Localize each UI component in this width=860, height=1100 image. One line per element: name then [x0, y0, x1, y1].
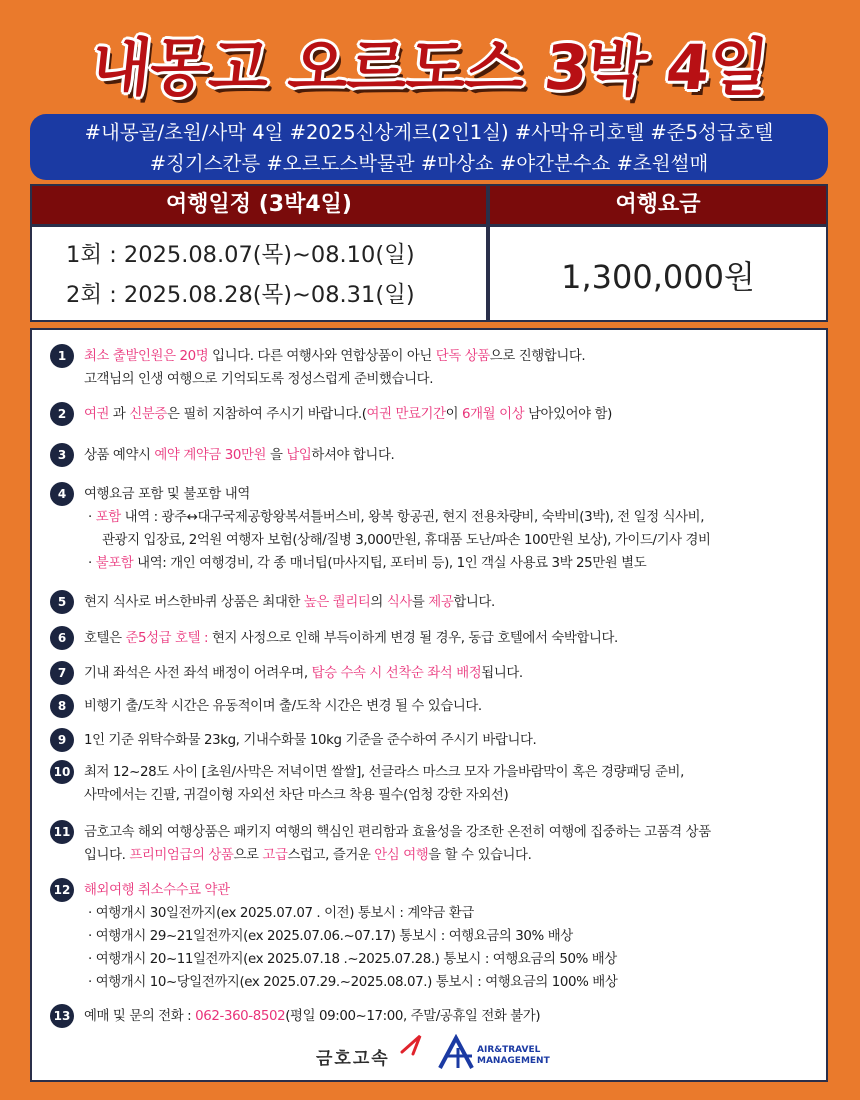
hashtag-banner	[30, 114, 828, 180]
page-title: 내몽고 오르도스 3박 4일	[87, 31, 772, 104]
table-divider	[32, 224, 826, 227]
tour-price: 1,300,000원	[561, 258, 755, 296]
airtravel-line-2: MANAGEMENT	[477, 1056, 550, 1066]
note-text: 상품 예약시	[84, 448, 155, 463]
schedule-dates	[66, 235, 415, 315]
cancellation-rule: · 여행개시 20~11일전까지(ex 2025.07.18 .~2025.07.28.) 통보시 : 여행요금의 50% 배상	[88, 952, 617, 967]
high-quality: 높은 퀄리티	[303, 595, 371, 610]
note-text: 남아있어야 함)	[524, 407, 612, 422]
cancellation-rule: · 여행개시 10~당일전까지(ex 2025.07.29.~2025.08.07.) 통보시 : 여행요금의 100% 배상	[88, 975, 618, 990]
note-text: 내역 : 광주↔대구국제공항왕복셔틀버스비, 왕복 항공권, 현지 전용차량비, 숙박비(3박), 전 일정 식사비,	[120, 510, 705, 525]
cancellation-rule: · 여행개시 30일전까지(ex 2025.07.07 . 이전) 통보시 : 계약금 환급	[88, 906, 474, 921]
notes-panel	[30, 328, 828, 1082]
id-card: 신분증	[129, 407, 167, 422]
note-text: 됩니다.	[481, 666, 523, 681]
note-heading: 여행요금 포함 및 불포함 내역	[84, 487, 250, 502]
note-text: 금호고속 해외 여행상품은 패키지 여행의 핵심인 편리함과 효율성을 강조한 온전히 여행에 집중하는 고품격 상품	[84, 825, 711, 840]
note-number-badge: 13	[50, 1004, 74, 1028]
note-number-badge: 4	[50, 482, 74, 506]
note-number-badge: 1	[50, 344, 74, 368]
schedule-header: 여행일정 (3박4일)	[32, 186, 486, 224]
note-text: 최저 12~28도 사이 [초원/사막은 저녁이면 쌀쌀], 선글라스 마스크 모자 가을바람막이 혹은 경량패딩 준비,	[84, 765, 684, 780]
hashtag-line-2: #징기스칸릉 #오르도스박물관 #마상쇼 #야간분수쇼 #초원썰매	[149, 152, 709, 175]
seat-assignment: 탑승 수속 시 선착순 좌석 배정	[311, 666, 482, 681]
airtravel-line-1: AIR&TRAVEL	[477, 1045, 541, 1055]
note-number-badge: 6	[50, 626, 74, 650]
note-text: 호텔은	[84, 631, 126, 646]
note-text: 으로 진행합니다.	[489, 349, 586, 364]
note-text: 으로	[233, 848, 263, 863]
note-text: 기내 좌석은 사전 좌석 배정이 어려우며,	[84, 666, 312, 681]
note-number-badge: 7	[50, 661, 74, 685]
note-number-badge: 12	[50, 878, 74, 902]
note-text: 합니다.	[453, 595, 495, 610]
contact-phone[interactable]: 062-360-8502	[195, 1009, 286, 1024]
price-header: 여행요금	[490, 186, 826, 224]
bullet: ·	[88, 556, 96, 571]
note-number-badge: 5	[50, 590, 74, 614]
note-number-badge: 10	[50, 760, 74, 784]
date-round-2: 2회 : 2025.08.28(목)~08.31(일)	[66, 282, 415, 308]
note-text: 내역: 개인 여행경비, 각 종 매너팁(마사지팁, 포터비 등), 1인 객실 사용료 3박 25만원 별도	[133, 556, 647, 571]
note-text: 현지 사정으로 인해 부득이하게 변경 될 경우, 동급 호텔에서 숙박합니다.	[208, 631, 618, 646]
note-text: 비행기 출/도착 시간은 유동적이며 출/도착 시간은 변경 될 수 있습니다.	[84, 699, 482, 714]
note-number-badge: 3	[50, 443, 74, 467]
airtravel-logo-icon	[436, 1034, 476, 1070]
note-text: 스럽고, 즐거운	[287, 848, 375, 863]
meal: 식사	[386, 595, 412, 610]
note-text: 하셔야 합니다.	[311, 448, 395, 463]
note-text: (평일 09:00~17:00, 주말/공휴일 전화 불가)	[285, 1009, 541, 1024]
note-text: 사막에서는 긴팔, 귀걸이형 자외선 차단 마스크 착용 필수(엄청 강한 자외선)	[84, 788, 509, 803]
note-text: 를	[411, 595, 429, 610]
passport-expiry: 여권 만료기간	[366, 407, 446, 422]
note-number-badge: 8	[50, 694, 74, 718]
passport: 여권	[84, 407, 110, 422]
note-text: 입니다. 다른 여행사와 연합상품이 아닌	[208, 349, 436, 364]
cancellation-rule: · 여행개시 29~21일전까지(ex 2025.07.06.~07.17) 통보시 : 여행요금의 30% 배상	[88, 929, 573, 944]
six-months: 6개월 이상	[462, 407, 525, 422]
date-round-1: 1회 : 2025.08.07(목)~08.10(일)	[66, 242, 415, 268]
hashtag-line-1: #내몽골/초원/사막 4일 #2025신상게르(2인1실) #사막유리호텔 #준5성급호텔	[84, 121, 774, 144]
note-number-badge: 2	[50, 402, 74, 426]
note-text: 1인 기준 위탁수화물 23kg, 기내수화물 10kg 기준을 준수하여 주시기 바랍니다.	[84, 733, 537, 748]
note-number-badge: 11	[50, 820, 74, 844]
safe-travel: 안심 여행	[374, 848, 429, 863]
bullet: ·	[88, 510, 96, 525]
airtravel-logo-text	[477, 1045, 550, 1067]
kumho-logo-text: 금호고속	[316, 1049, 390, 1069]
excluded-label: 불포함	[95, 556, 134, 571]
note-text: 을	[266, 448, 287, 463]
footer-logos	[0, 1020, 860, 1076]
note-text: 은 필히 지참하여 주시기 바랍니다.(	[166, 407, 367, 422]
note-text: 이	[445, 407, 463, 422]
note-text: 을 할 수 있습니다.	[428, 848, 532, 863]
note-text: 관광지 입장료, 2억원 여행자 보험(상해/질병 3,000만원, 휴대품 도난/파손 100만원 보상), 가이드/기사 경비	[102, 533, 711, 548]
note-text: 의	[370, 595, 387, 610]
included-label: 포함	[95, 510, 121, 525]
note-text: 예매 및 문의 전화 :	[84, 1009, 196, 1024]
min-participants: 최소 출발인원은 20명	[84, 349, 209, 364]
exclusive-product: 단독 상품	[435, 349, 490, 364]
schedule-price-table	[30, 184, 828, 322]
luxury: 고급	[262, 848, 288, 863]
note-text: 고객님의 인생 여행으로 기억되도록 정성스럽게 준비했습니다.	[84, 372, 434, 387]
note-number-badge: 9	[50, 728, 74, 752]
note-text: 과	[109, 407, 130, 422]
premium-product: 프리미엄급의 상품	[129, 848, 234, 863]
kumho-logo-icon	[400, 1032, 424, 1060]
provide: 제공	[428, 595, 454, 610]
cancellation-policy-heading: 해외여행 취소수수료 약관	[84, 883, 230, 898]
payment: 납입	[286, 448, 312, 463]
hotel-grade: 준5성급 호텔 :	[125, 631, 209, 646]
note-text: 입니다.	[84, 848, 130, 863]
note-text: 현지 식사로 버스한바퀴 상품은 최대한	[84, 595, 304, 610]
deposit: 예약 계약금 30만원	[154, 448, 267, 463]
